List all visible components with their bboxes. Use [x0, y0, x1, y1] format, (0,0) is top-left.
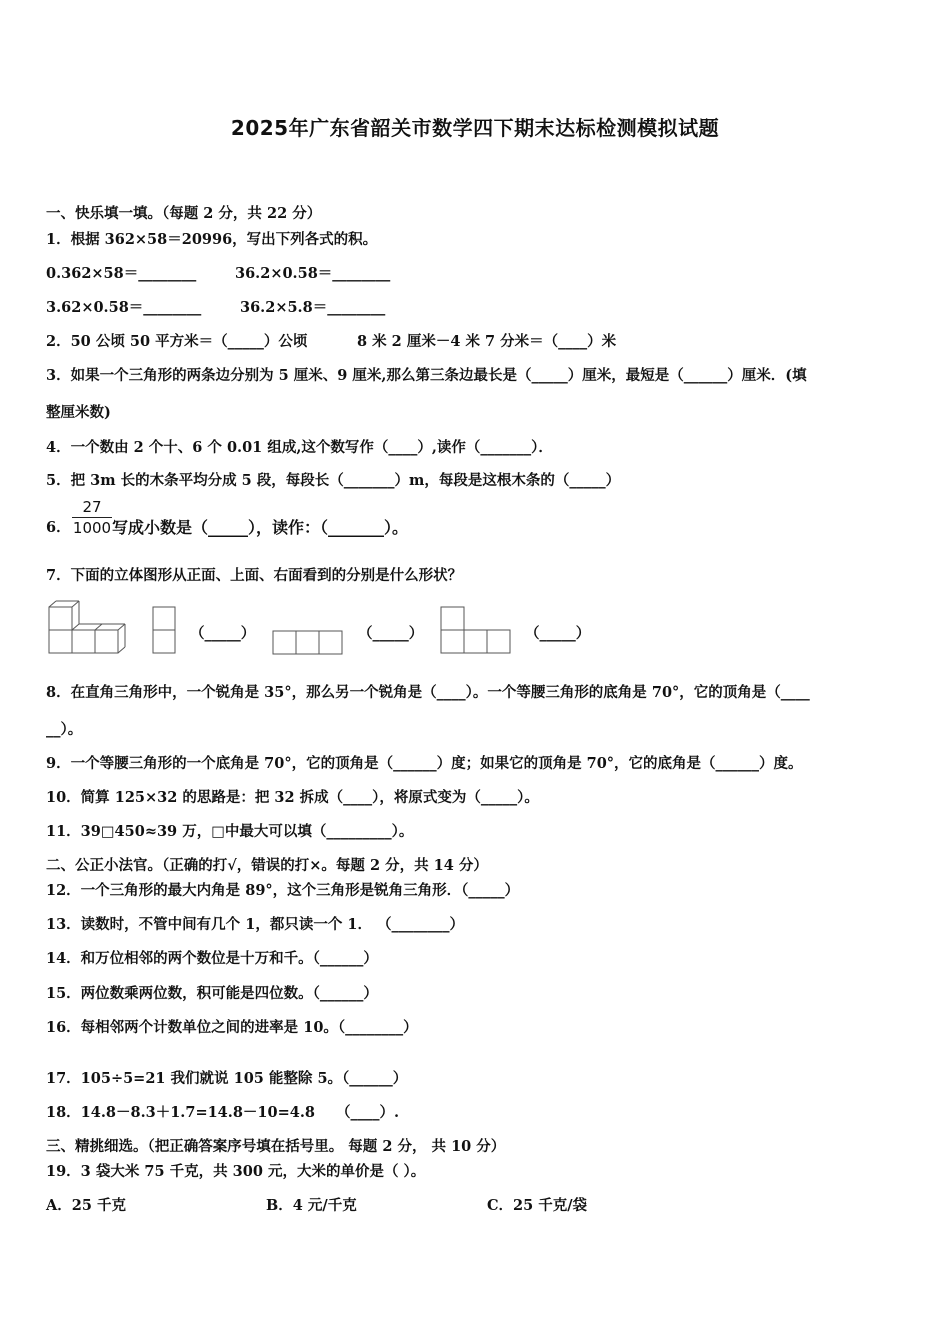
question-6-number: 6．	[46, 519, 71, 536]
question-12: 12．一个三角形的最大内角是 89°，这个三角形是锐角三角形．（_____）	[46, 882, 520, 899]
question-14: 14．和万位相邻的两个数位是十万和千。（______）	[46, 950, 378, 967]
view-figure-2	[272, 630, 346, 656]
question-19-option-b: B．4 元/千克	[266, 1197, 357, 1214]
view-figure-3	[440, 606, 514, 656]
fraction-bar	[72, 517, 112, 518]
fraction-denominator: 1000	[72, 519, 112, 537]
question-15: 15．两位数乘两位数，积可能是四位数。（______）	[46, 985, 378, 1002]
question-18-expression: 18．14.8－8.3＋1.7=14.8－10=4.8	[46, 1104, 315, 1121]
question-1a: 0.362×58＝________	[46, 265, 197, 282]
question-7-blank-1: （_____）	[190, 625, 256, 642]
question-6-fraction	[72, 498, 112, 537]
question-3-line-2: 整厘米数)	[46, 404, 111, 421]
question-18-blank: （____）.	[336, 1104, 400, 1121]
question-10: 10．简算 125×32 的思路是：把 32 拆成（____），将原式变为（_____）。	[46, 789, 539, 806]
question-2b: 8 米 2 厘米－4 米 7 分米＝（____）米	[357, 333, 617, 350]
question-7-blank-2: （_____）	[358, 625, 424, 642]
solid-figure-3d	[46, 600, 128, 656]
section-1-heading: 一、快乐填一填。（每题 2 分，共 22 分）	[46, 205, 322, 222]
question-1d: 36.2×5.8＝________	[240, 299, 386, 316]
section-3-heading: 三、精挑细选。（把正确答案序号填在括号里。 每题 2 分， 共 10 分）	[46, 1138, 506, 1155]
question-6-text: 写成小数是（_____），读作：（_______）。	[112, 518, 409, 537]
question-19-option-a: A．25 千克	[46, 1197, 126, 1214]
question-3-line-1: 3．如果一个三角形的两条边分别为 5 厘米、9 厘米,那么第三条边最长是（_____）厘米，最短是（______）厘米．(填	[46, 367, 807, 384]
question-7-blank-3: （_____）	[525, 625, 591, 642]
question-4: 4．一个数由 2 个十、6 个 0.01 组成,这个数写作（____）,读作（_______）．	[46, 439, 553, 456]
question-2a: 2．50 公顷 50 平方米＝（_____）公顷	[46, 333, 308, 350]
question-8-line-2: __）。	[46, 721, 83, 738]
question-19-option-c: C．25 千克/袋	[487, 1197, 588, 1214]
question-5: 5．把 3m 长的木条平均分成 5 段，每段长（_______）m，每段是这根木条的（_____）	[46, 472, 621, 489]
page-title: 2025年广东省韶关市数学四下期末达标检测模拟试题	[230, 116, 720, 140]
section-2-heading: 二、公正小法官。（正确的打√，错误的打×。每题 2 分，共 14 分）	[46, 857, 488, 874]
question-11: 11．39□450≈39 万，□中最大可以填（_________）。	[46, 823, 414, 840]
question-1: 1．根据 362×58＝20996，写出下列各式的积。	[46, 231, 378, 248]
question-8-line-1: 8．在直角三角形中，一个锐角是 35°，那么另一个锐角是（____）。一个等腰三角形的底角是 70°，它的顶角是（____	[46, 684, 810, 701]
fraction-numerator: 27	[82, 498, 102, 516]
question-13: 13．读数时，不管中间有几个 1，都只读一个 1． （________）	[46, 916, 464, 933]
question-1b: 36.2×0.58＝________	[235, 265, 391, 282]
question-7: 7．下面的立体图形从正面、上面、右面看到的分别是什么形状？	[46, 567, 463, 584]
question-19: 19．3 袋大米 75 千克，共 300 元，大米的单价是（ ）。	[46, 1163, 426, 1180]
question-17: 17．105÷5=21 我们就说 105 能整除 5。（______）	[46, 1070, 408, 1087]
question-16: 16．每相邻两个计数单位之间的进率是 10。（________）	[46, 1019, 418, 1036]
view-figure-1	[152, 606, 178, 656]
question-9: 9．一个等腰三角形的一个底角是 70°，它的顶角是（______）度；如果它的顶角是 70°，它的底角是（______）度。	[46, 755, 803, 772]
question-1c: 3.62×0.58＝________	[46, 299, 202, 316]
